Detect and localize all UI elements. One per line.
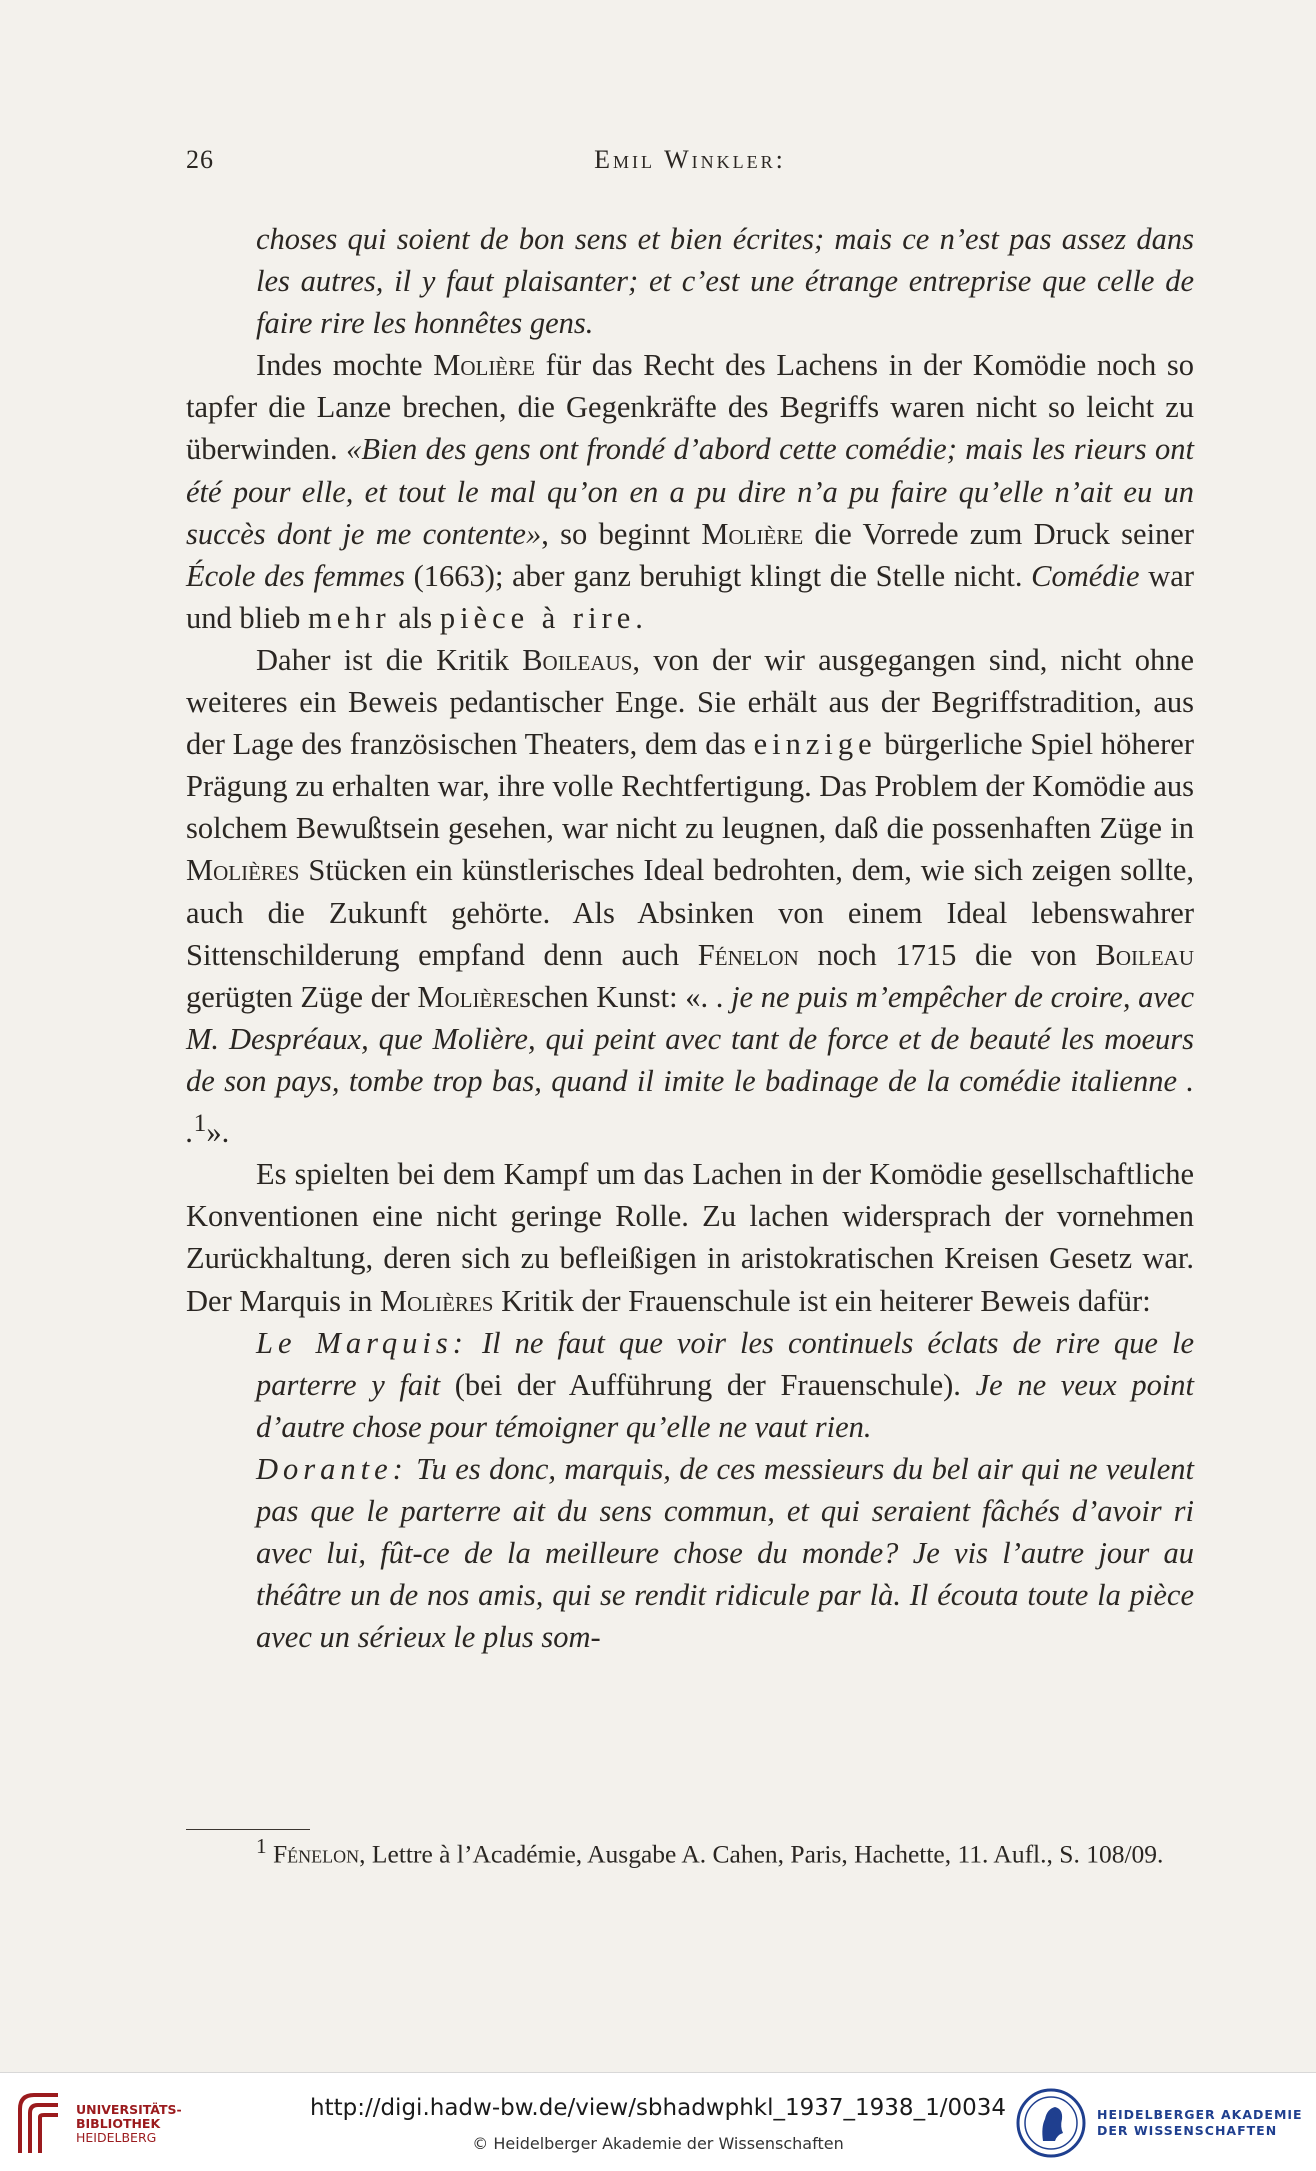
- academy-name: HEIDELBERGER AKADEMIE DER WISSENSCHAFTEN: [1097, 2107, 1303, 2138]
- academy-seal-icon: [1015, 2087, 1087, 2159]
- footnote: $^1$ Fénelon, Lettre à l’Académie, Ausgabe A. Cahen, Paris, Hachette, 11. Aufl., S. 108/09.: [256, 1834, 1164, 1869]
- quote-marquis: Le Marquis: Il ne faut que voir les continuels éclats de rire que le parterre y fait (bei der Aufführung der Frauenschule). Je ne veux point d’autre chose pour témoigner qu’elle ne vaut rien.: [256, 1325, 1195, 1444]
- running-head: Emil Winkler:: [594, 145, 786, 174]
- paragraph-moliere: Indes mochte Molière für das Recht des Lachens in der Komödie noch so tapfer die Lanze brechen, die Gegenkräfte des Begriffs waren nicht so leicht zu überwinden. «Bien des gens ont frondé d’abord cette comédie; mais les rieurs ont été pour elle, et tout le mal qu’on en a pu dire n’a pu faire qu’elle n’ait eu un succès dont je me contente», so beginnt Molière die Vorrede zum Druck seiner École des femmes (1663); aber ganz beruhigt klingt die Stelle nicht. Comédie war und blieb mehr als pièce à rire.: [186, 348, 1194, 635]
- paragraph-conventions: Es spielten bei dem Kampf um das Lachen in der Komödie gesellschaftliche Konventionen eine nicht geringe Rolle. Zu lachen widersprach der vornehmen Zurückhaltung, deren sich zu befleißigen in aristokratischen Kreisen Gesetz war. Der Marquis in Molières Kritik der Frauenschule ist ein heiterer Beweis dafür:: [186, 1157, 1194, 1318]
- page-header: [186, 145, 1194, 185]
- page-number: 26: [186, 145, 214, 174]
- copyright-notice: © Heidelberger Akademie der Wissenschaften: [472, 2134, 844, 2153]
- permalink-url[interactable]: http://digi.hadw-bw.de/view/sbhadwphkl_1937_1938_1/0034: [310, 2095, 1006, 2121]
- body-text: [186, 218, 1194, 1658]
- university-library-name: UNIVERSITÄTS- BIBLIOTHEK HEIDELBERG: [76, 2102, 182, 2145]
- viewer-footer: [0, 2072, 1316, 2171]
- paragraph-boileau: Daher ist die Kritik Boileaus, von der wir ausgegangen sind, nicht ohne weiteres ein Beweis pedantischer Enge. Sie erhält aus der Begriffstradition, aus der Lage des französischen Theaters, dem das einzige bürgerliche Spiel höherer Prägung zu erhalten war, ihre volle Rechtfertigung. Das Problem der Komödie aus solchem Bewußtsein gesehen, war nicht zu leugnen, daß die possenhaften Züge in Molières Stücken ein künstlerisches Ideal bedrohten, dem, wie sich zeigen sollte, auch die Zukunft gehörte. Als Absinken von einem Ideal lebenswahrer Sittenschilderung empfand denn auch Fénelon noch 1715 die von Boileau gerügten Züge der Molièreschen Kunst: «. . je ne puis m’empêcher de croire, avec M. Despréaux, que Molière, qui peint avec tant de force et de beauté les moeurs de son pays, tombe trop bas, quand il imite le badinage de la comédie italienne . .$^1$».: [186, 642, 1194, 1150]
- paragraph-quote-continued: choses qui soient de bon sens et bien écrites; mais ce n’est pas assez dans les autres, il y faut plaisanter; et c’est une étrange entreprise que celle de faire rire les honnêtes gens.: [256, 222, 1194, 341]
- footnote-reference: 1: [193, 1108, 207, 1137]
- quote-dorante: Dorante: Tu es donc, marquis, de ces messieurs du bel air qui ne veulent pas que le parterre ait du sens commun, et qui seraient fâchés d’avoir ri avec lui, fût-ce de la meilleure chose du monde? Je vis l’autre jour au théâtre un de nos amis, qui se rendit ridicule par là. Il écouta toute la pièce avec un sérieux le plus som-: [256, 1451, 1194, 1655]
